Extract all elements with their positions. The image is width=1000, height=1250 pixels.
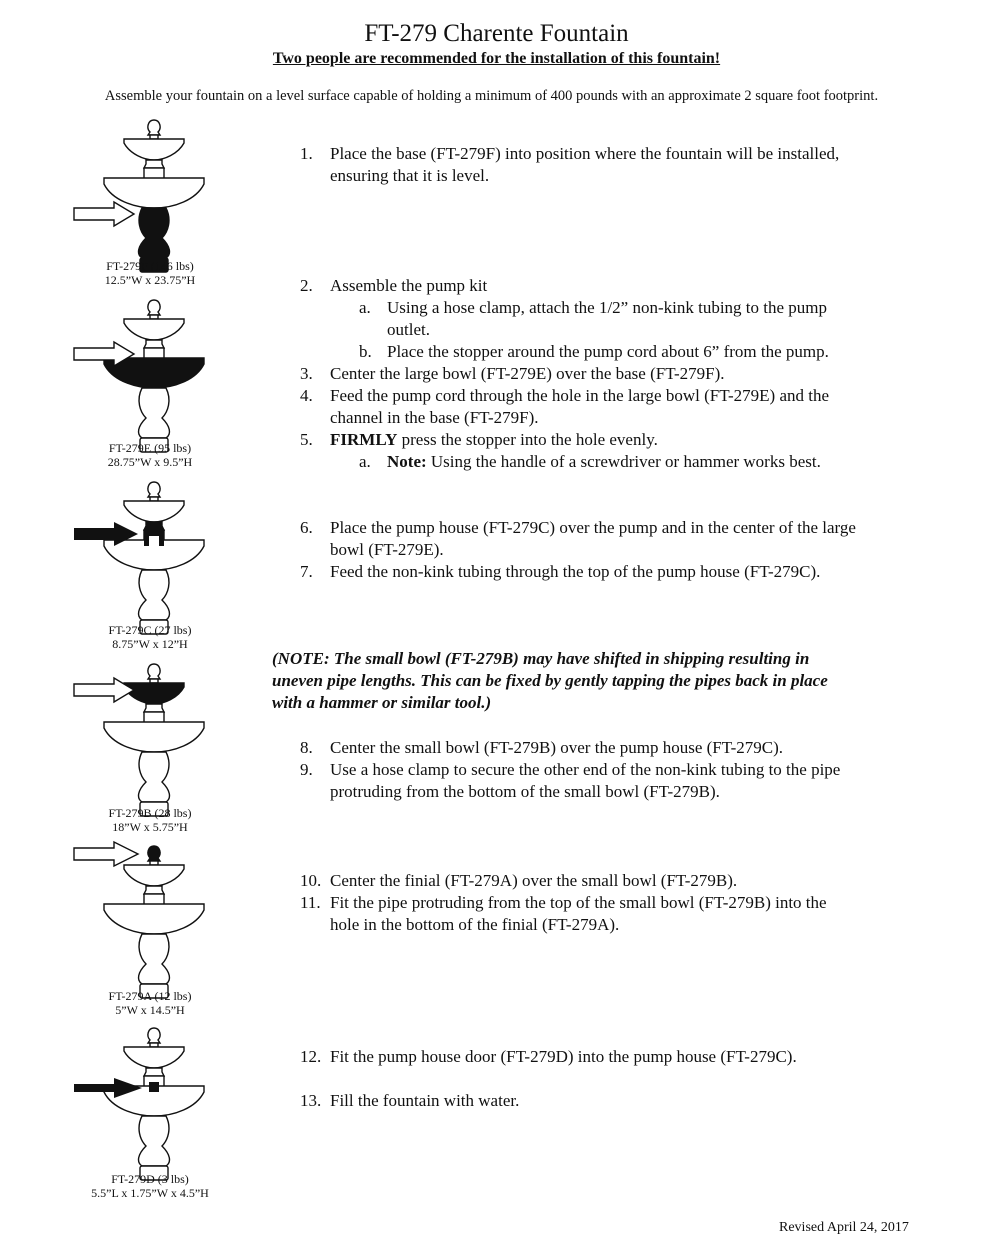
arrow-outline-icon xyxy=(74,202,134,226)
step-3: 3. Center the large bowl (FT-279E) over the base (FT-279F). xyxy=(300,364,725,383)
intro-text: Assemble your fountain on a level surface capable of holding a minimum of 400 pounds with an approximate 2 square foot footprint. xyxy=(104,88,879,104)
shipping-note: (NOTE: The small bowl (FT-279B) may have shifted in shipping resulting in uneven pipe lengths. This can be fixed by gently tapping the pipes back in place with a hammer or similar tool.) xyxy=(272,649,828,712)
figure-caption: FT-279E (95 lbs) 28.75”W x 9.5”H xyxy=(107,441,193,469)
fountain-figure-pump-house-door xyxy=(60,1016,260,1186)
step-12: 12. Fit the pump house door (FT-279D) into the pump house (FT-279C). xyxy=(300,1047,797,1066)
step-5a: a. Note: Using the handle of a screwdriver or hammer works best. xyxy=(359,452,821,471)
figure-caption: FT-279D (3 lbs) 5.5”L x 1.75”W x 4.5”H xyxy=(91,1172,209,1200)
arrow-outline-icon xyxy=(74,678,134,702)
figure-caption: FT-279B (28 lbs) 18”W x 5.75”H xyxy=(108,806,192,834)
fountain-figure-base xyxy=(60,108,260,278)
page-title: FT-279 Charente Fountain xyxy=(364,20,629,47)
step-8: 8. Center the small bowl (FT-279B) over the pump house (FT-279C). xyxy=(300,738,783,757)
step-1: 1. Place the base (FT-279F) into position where the fountain will be installed, ensuring that it is level. xyxy=(300,144,840,185)
step-2a: a. Using a hose clamp, attach the 1/2” non-kink tubing to the pump outlet. xyxy=(359,298,828,339)
step-10: 10. Center the finial (FT-279A) over the small bowl (FT-279B). xyxy=(300,871,738,890)
figure-caption: FT-279F (146 lbs) 12.5”W x 23.75”H xyxy=(104,259,196,287)
step-2b: b. Place the stopper around the pump cord about 6” from the pump. xyxy=(359,342,829,361)
step-9: 9. Use a hose clamp to secure the other end of the non-kink tubing to the pipe protruding from the bottom of the small bowl (FT-279B). xyxy=(300,760,841,801)
figure-caption: FT-279A (12 lbs) 5”W x 14.5”H xyxy=(108,989,192,1017)
step-5: 5. FIRMLY press the stopper into the hole evenly. xyxy=(300,430,658,449)
step-6: 6. Place the pump house (FT-279C) over the pump and in the center of the large bowl (FT-279E). xyxy=(300,518,856,559)
fountain-figure-small-bowl xyxy=(60,652,260,822)
arrow-outline-icon xyxy=(74,842,138,866)
step-7: 7. Feed the non-kink tubing through the top of the pump house (FT-279C). xyxy=(300,562,821,581)
fountain-figure-finial xyxy=(60,834,260,1004)
fountain-figure-large-bowl xyxy=(60,288,260,458)
figure-caption: FT-279C (27 lbs) 8.75”W x 12”H xyxy=(108,623,192,651)
revision-date: Revised April 24, 2017 xyxy=(779,1220,909,1235)
step-4: 4. Feed the pump cord through the hole in the large bowl (FT-279E) and the channel in the base (FT-279F). xyxy=(300,386,830,427)
step-13: 13. Fill the fountain with water. xyxy=(300,1091,520,1110)
step-2: 2. Assemble the pump kit xyxy=(300,276,488,295)
step-11: 11. Fit the pipe protruding from the top of the small bowl (FT-279B) into the hole in the bottom of the finial (FT-279A). xyxy=(300,893,827,934)
page-subtitle: Two people are recommended for the installation of this fountain! xyxy=(272,50,721,67)
fountain-figure-pump-house xyxy=(60,470,260,640)
